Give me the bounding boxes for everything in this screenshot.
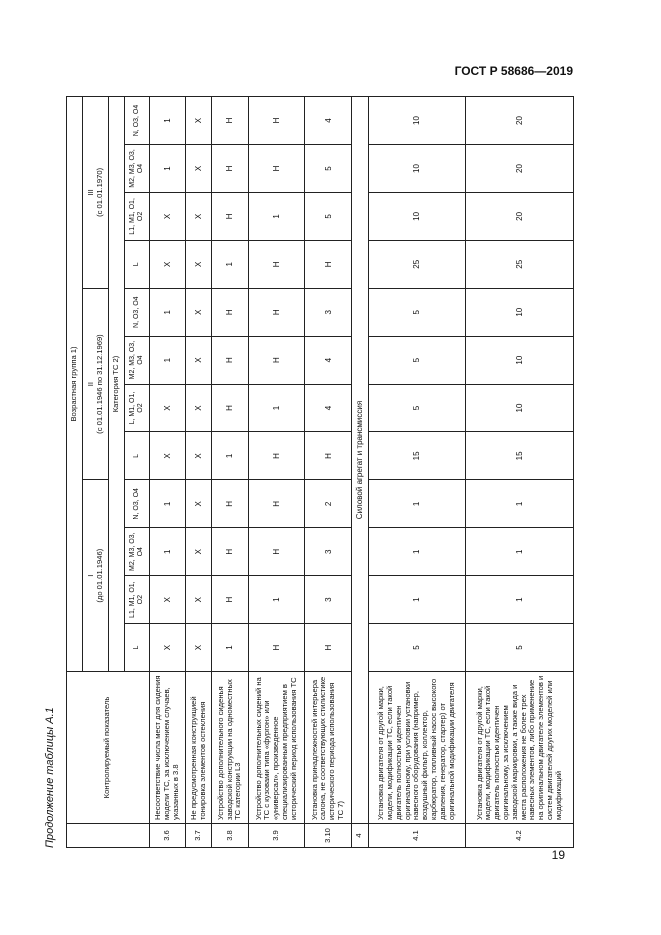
row-indicator: Устройство дополнительного сиденья заводской конструкции на одноместных ТС категории L3 bbox=[212, 672, 248, 824]
value-cell: X bbox=[186, 145, 212, 193]
value-cell: X bbox=[186, 240, 212, 288]
value-cell: H bbox=[248, 288, 305, 336]
value-cell: 10 bbox=[466, 384, 574, 432]
value-cell: 1 bbox=[248, 384, 305, 432]
page-number: 19 bbox=[551, 848, 565, 862]
requirements-table bbox=[66, 96, 574, 848]
table-row bbox=[149, 97, 185, 848]
value-cell: 1 bbox=[466, 528, 574, 576]
value-cell: 1 bbox=[212, 240, 248, 288]
value-cell: 1 bbox=[149, 480, 185, 528]
table-row bbox=[466, 97, 574, 848]
group-period: (с 01.01.1970) bbox=[94, 167, 104, 217]
value-cell: 20 bbox=[466, 145, 574, 193]
value-cell: X bbox=[186, 288, 212, 336]
value-cell: 5 bbox=[305, 192, 352, 240]
row-number: 4.2 bbox=[466, 824, 574, 848]
value-cell: 1 bbox=[248, 192, 305, 240]
row-indicator: Установка двигателя от другой марки, модели, модификации ТС, если такой двигатель полностью идентичен оригинальному, за исключением заводской маркировки, а также вида и места расположения не более трех навесных элементов, либо применение на оригинальном двигателе элементов и систем двигателей других моделей или модификаций bbox=[466, 672, 574, 824]
row-number: 4.1 bbox=[368, 824, 466, 848]
value-cell: 10 bbox=[466, 288, 574, 336]
row-number: 3.9 bbox=[248, 824, 305, 848]
value-cell: 1 bbox=[212, 432, 248, 480]
category-cell: L bbox=[125, 432, 150, 480]
value-cell: 1 bbox=[466, 576, 574, 624]
value-cell: X bbox=[186, 624, 212, 672]
value-cell: 10 bbox=[368, 192, 466, 240]
row-indicator: Установка принадлежностей интерьера салона, не соответствующих стилистике исторического периода использования ТС 7) bbox=[305, 672, 352, 824]
value-cell: H bbox=[248, 432, 305, 480]
value-cell: 1 bbox=[149, 288, 185, 336]
row-indicator: Устройство дополнительных сидений на ТС с кузовами типа «фургон» или «универсал», произведенное специализированным предприятием в исторический период использования ТС bbox=[248, 672, 305, 824]
category-cell: L1, M1, O1, O2 bbox=[125, 576, 150, 624]
value-cell: 4 bbox=[305, 97, 352, 145]
value-cell: H bbox=[248, 480, 305, 528]
value-cell: 10 bbox=[368, 97, 466, 145]
value-cell: 1 bbox=[149, 528, 185, 576]
value-cell: X bbox=[186, 192, 212, 240]
row-number: 3.10 bbox=[305, 824, 352, 848]
category-cell: M2, M3, O3, O4 bbox=[125, 336, 150, 384]
value-cell: H bbox=[248, 528, 305, 576]
group-iii-header bbox=[82, 97, 108, 289]
value-cell: 5 bbox=[368, 336, 466, 384]
value-cell: H bbox=[212, 576, 248, 624]
group-period: (с 01.01.1946 по 31.12.1969) bbox=[94, 334, 104, 434]
value-cell: H bbox=[305, 432, 352, 480]
value-cell: 20 bbox=[466, 192, 574, 240]
table-row bbox=[368, 97, 466, 848]
section-number: 4 bbox=[352, 824, 369, 848]
row-indicator: Несоответствие числа мест для сидения модели ТС, за исключением случаев, указанных в 3.8 bbox=[149, 672, 185, 824]
value-cell: 1 bbox=[149, 336, 185, 384]
value-cell: 5 bbox=[368, 624, 466, 672]
category-cell: L1, M1, O1, O2 bbox=[125, 192, 150, 240]
value-cell: 5 bbox=[466, 624, 574, 672]
value-cell: 4 bbox=[305, 384, 352, 432]
value-cell: X bbox=[149, 432, 185, 480]
table-row bbox=[305, 97, 352, 848]
row-number: 3.7 bbox=[186, 824, 212, 848]
category-cell: N, O3, O4 bbox=[125, 97, 150, 145]
row-number: 3.6 bbox=[149, 824, 185, 848]
group-i-header bbox=[82, 480, 108, 672]
value-cell: H bbox=[305, 240, 352, 288]
value-cell: H bbox=[212, 192, 248, 240]
table-row bbox=[248, 97, 305, 848]
value-cell: 3 bbox=[305, 576, 352, 624]
table-row bbox=[186, 97, 212, 848]
value-cell: H bbox=[248, 145, 305, 193]
value-cell: 1 bbox=[368, 528, 466, 576]
value-cell: 1 bbox=[149, 145, 185, 193]
value-cell: 1 bbox=[212, 624, 248, 672]
value-cell: X bbox=[186, 480, 212, 528]
row-number: 3.8 bbox=[212, 824, 248, 848]
row-indicator: Не предусмотренная конструкцией тонировка элементов остекления bbox=[186, 672, 212, 824]
value-cell: H bbox=[212, 288, 248, 336]
header-row-1 bbox=[67, 97, 83, 848]
value-cell: 1 bbox=[466, 480, 574, 528]
value-cell: 3 bbox=[305, 528, 352, 576]
group-numeral: III bbox=[85, 189, 95, 196]
value-cell: 1 bbox=[368, 480, 466, 528]
group-ii-header bbox=[82, 288, 108, 480]
value-cell: 15 bbox=[368, 432, 466, 480]
value-cell: 2 bbox=[305, 480, 352, 528]
group-numeral: I bbox=[85, 574, 95, 577]
standard-designation: ГОСТ Р 58686—2019 bbox=[454, 64, 573, 78]
category-cell: N, O3, O4 bbox=[125, 480, 150, 528]
value-cell: X bbox=[149, 576, 185, 624]
value-cell: 25 bbox=[466, 240, 574, 288]
row-indicator: Установка двигателя от другой марки, модели, модификации ТС, если такой двигатель полностью идентичен оригинальному, при условии установки навесного оборудования (например, воздушный фильтр, коллектор, карбюратор, топливный насос высокого давления, генератор, стартер) от оригинальной модификации двигателя bbox=[368, 672, 466, 824]
value-cell: X bbox=[186, 432, 212, 480]
section-row bbox=[352, 97, 369, 848]
value-cell: H bbox=[212, 145, 248, 193]
value-cell: 1 bbox=[149, 97, 185, 145]
category-cell: L bbox=[125, 624, 150, 672]
value-cell: 25 bbox=[368, 240, 466, 288]
group-period: (до 01.01.1946) bbox=[94, 548, 104, 603]
value-cell: 5 bbox=[305, 145, 352, 193]
indicator-header: Контролируемый показатель bbox=[67, 672, 150, 824]
value-cell: X bbox=[149, 624, 185, 672]
value-cell: H bbox=[248, 97, 305, 145]
value-cell: H bbox=[212, 336, 248, 384]
table-row bbox=[212, 97, 248, 848]
value-cell: 20 bbox=[466, 97, 574, 145]
value-cell: 1 bbox=[368, 576, 466, 624]
value-cell: X bbox=[186, 528, 212, 576]
value-cell: X bbox=[149, 192, 185, 240]
value-cell: H bbox=[212, 480, 248, 528]
category-cell: M2, M3, O3, O4 bbox=[125, 145, 150, 193]
value-cell: H bbox=[248, 240, 305, 288]
value-cell: H bbox=[305, 624, 352, 672]
category-header: Категория ТС 2) bbox=[109, 97, 125, 672]
value-cell: 10 bbox=[368, 145, 466, 193]
value-cell: 5 bbox=[368, 288, 466, 336]
category-cell: M2, M3, O3, O4 bbox=[125, 528, 150, 576]
value-cell: X bbox=[149, 240, 185, 288]
category-cell: L, M1, O1, O2 bbox=[125, 384, 150, 432]
value-cell: X bbox=[149, 384, 185, 432]
value-cell: 5 bbox=[368, 384, 466, 432]
section-title: Силовой агрегат и трансмиссия bbox=[352, 97, 369, 824]
value-cell: H bbox=[248, 624, 305, 672]
value-cell: 10 bbox=[466, 336, 574, 384]
value-cell: H bbox=[212, 528, 248, 576]
value-cell: H bbox=[248, 336, 305, 384]
category-cell: N, O3, O4 bbox=[125, 288, 150, 336]
rotated-table-block bbox=[44, 96, 584, 848]
category-cell: L bbox=[125, 240, 150, 288]
value-cell: X bbox=[186, 576, 212, 624]
value-cell: 3 bbox=[305, 288, 352, 336]
value-cell: X bbox=[186, 336, 212, 384]
corner-cell bbox=[67, 824, 150, 848]
value-cell: 15 bbox=[466, 432, 574, 480]
value-cell: 4 bbox=[305, 336, 352, 384]
value-cell: H bbox=[212, 97, 248, 145]
group-numeral: II bbox=[85, 381, 95, 387]
value-cell: H bbox=[212, 384, 248, 432]
value-cell: 1 bbox=[248, 576, 305, 624]
age-group-header: Возрастная группа 1) bbox=[67, 97, 83, 672]
value-cell: X bbox=[186, 97, 212, 145]
value-cell: X bbox=[186, 384, 212, 432]
continuation-caption: Продолжение таблицы А.1 bbox=[44, 707, 56, 848]
